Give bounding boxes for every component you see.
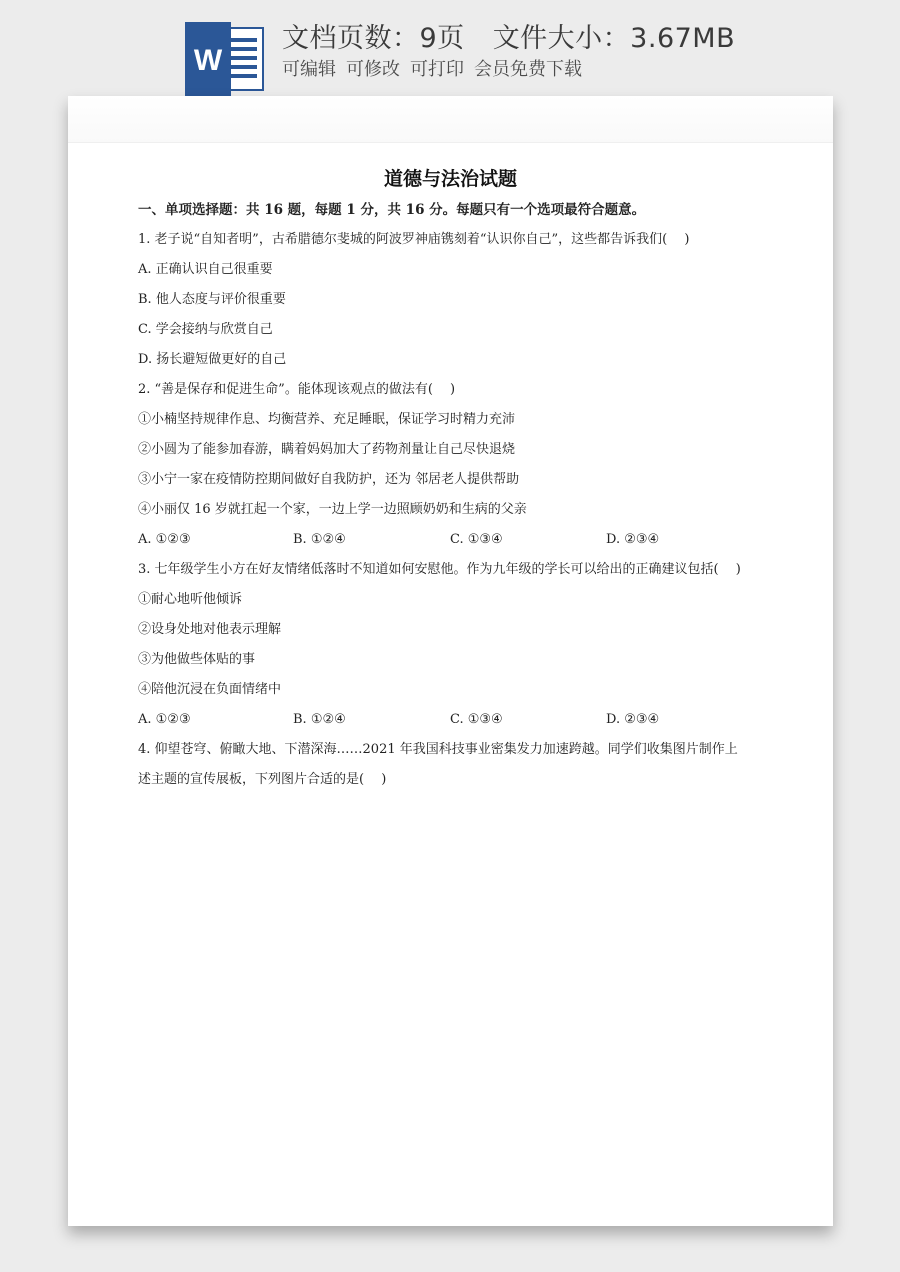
- file-info-title: [282, 16, 735, 55]
- q2-option-d: D. ②③④: [606, 532, 660, 547]
- page-count: 文档页数：9页: [282, 23, 465, 54]
- q2-option-b: B. ①②④: [293, 532, 346, 547]
- q3-option-b: B. ①②④: [293, 712, 346, 727]
- document-title: 道德与法治试题: [383, 168, 517, 190]
- q4-stem-line-1: 4. 仰望苍穹、俯瞰大地、下潜深海……2021 年我国科技事业密集发力加速跨越。同学们收集图片制作上: [138, 742, 738, 757]
- file-size: 文件大小：3.67MB: [492, 23, 736, 54]
- download-banner: [0, 0, 900, 100]
- page-top-strip: [68, 96, 833, 143]
- q3-stem: 3. 七年级学生小方在好友情绪低落时不知道如何安慰他。作为九年级的学长可以给出的正确建议包括( ): [138, 562, 741, 577]
- q2-item-3: ③小宁一家在疫情防控期间做好自我防护，还为 邻居老人提供帮助: [138, 472, 520, 487]
- feature-modifiable: 可修改: [346, 59, 400, 80]
- q2-item-1: ①小楠坚持规律作息、均衡营养、充足睡眠，保证学习时精力充沛: [138, 412, 516, 427]
- feature-list: [282, 55, 592, 81]
- q2-option-c: C. ①③④: [450, 532, 503, 547]
- q1-option-d: D. 扬长避短做更好的自己: [138, 352, 287, 367]
- q1-option-a: A. 正确认识自己很重要: [138, 262, 273, 277]
- q2-option-a: A. ①②③: [138, 532, 191, 547]
- feature-printable: 可打印: [410, 59, 464, 80]
- q4-stem-line-2: 述主题的宣传展板，下列图片合适的是( ): [138, 772, 387, 787]
- feature-editable: 可编辑: [282, 59, 336, 80]
- section-heading: 一、单项选择题：共 16 题，每题 1 分，共 16 分。每题只有一个选项最符合题意。: [138, 202, 646, 218]
- q3-option-a: A. ①②③: [138, 712, 191, 727]
- q3-item-3: ③为他做些体贴的事: [138, 652, 256, 667]
- q3-item-2: ②设身处地对他表示理解: [138, 622, 282, 637]
- q3-option-c: C. ①③④: [450, 712, 503, 727]
- q1-option-c: C. 学会接纳与欣赏自己: [138, 322, 273, 337]
- q2-item-2: ②小圆为了能参加春游，瞒着妈妈加大了药物剂量让自己尽快退烧: [138, 442, 516, 457]
- word-icon-letter: W: [193, 44, 223, 77]
- word-document-icon: [185, 22, 265, 96]
- q3-option-d: D. ②③④: [606, 712, 660, 727]
- q1-option-b: B. 他人态度与评价很重要: [138, 292, 286, 307]
- feature-member-download: 会员免费下载: [474, 59, 582, 80]
- q3-item-4: ④陪他沉浸在负面情绪中: [138, 682, 282, 697]
- document-page: [68, 96, 833, 1226]
- q1-stem: 1. 老子说“自知者明”，古希腊德尔斐城的阿波罗神庙镌刻着“认识你自己”，这些都告诉我们( ): [138, 232, 690, 247]
- q2-stem: 2. “善是保存和促进生命”。能体现该观点的做法有( ): [138, 382, 456, 397]
- q2-item-4: ④小丽仅 16 岁就扛起一个家，一边上学一边照顾奶奶和生病的父亲: [138, 502, 527, 517]
- q3-item-1: ①耐心地听他倾诉: [138, 592, 243, 607]
